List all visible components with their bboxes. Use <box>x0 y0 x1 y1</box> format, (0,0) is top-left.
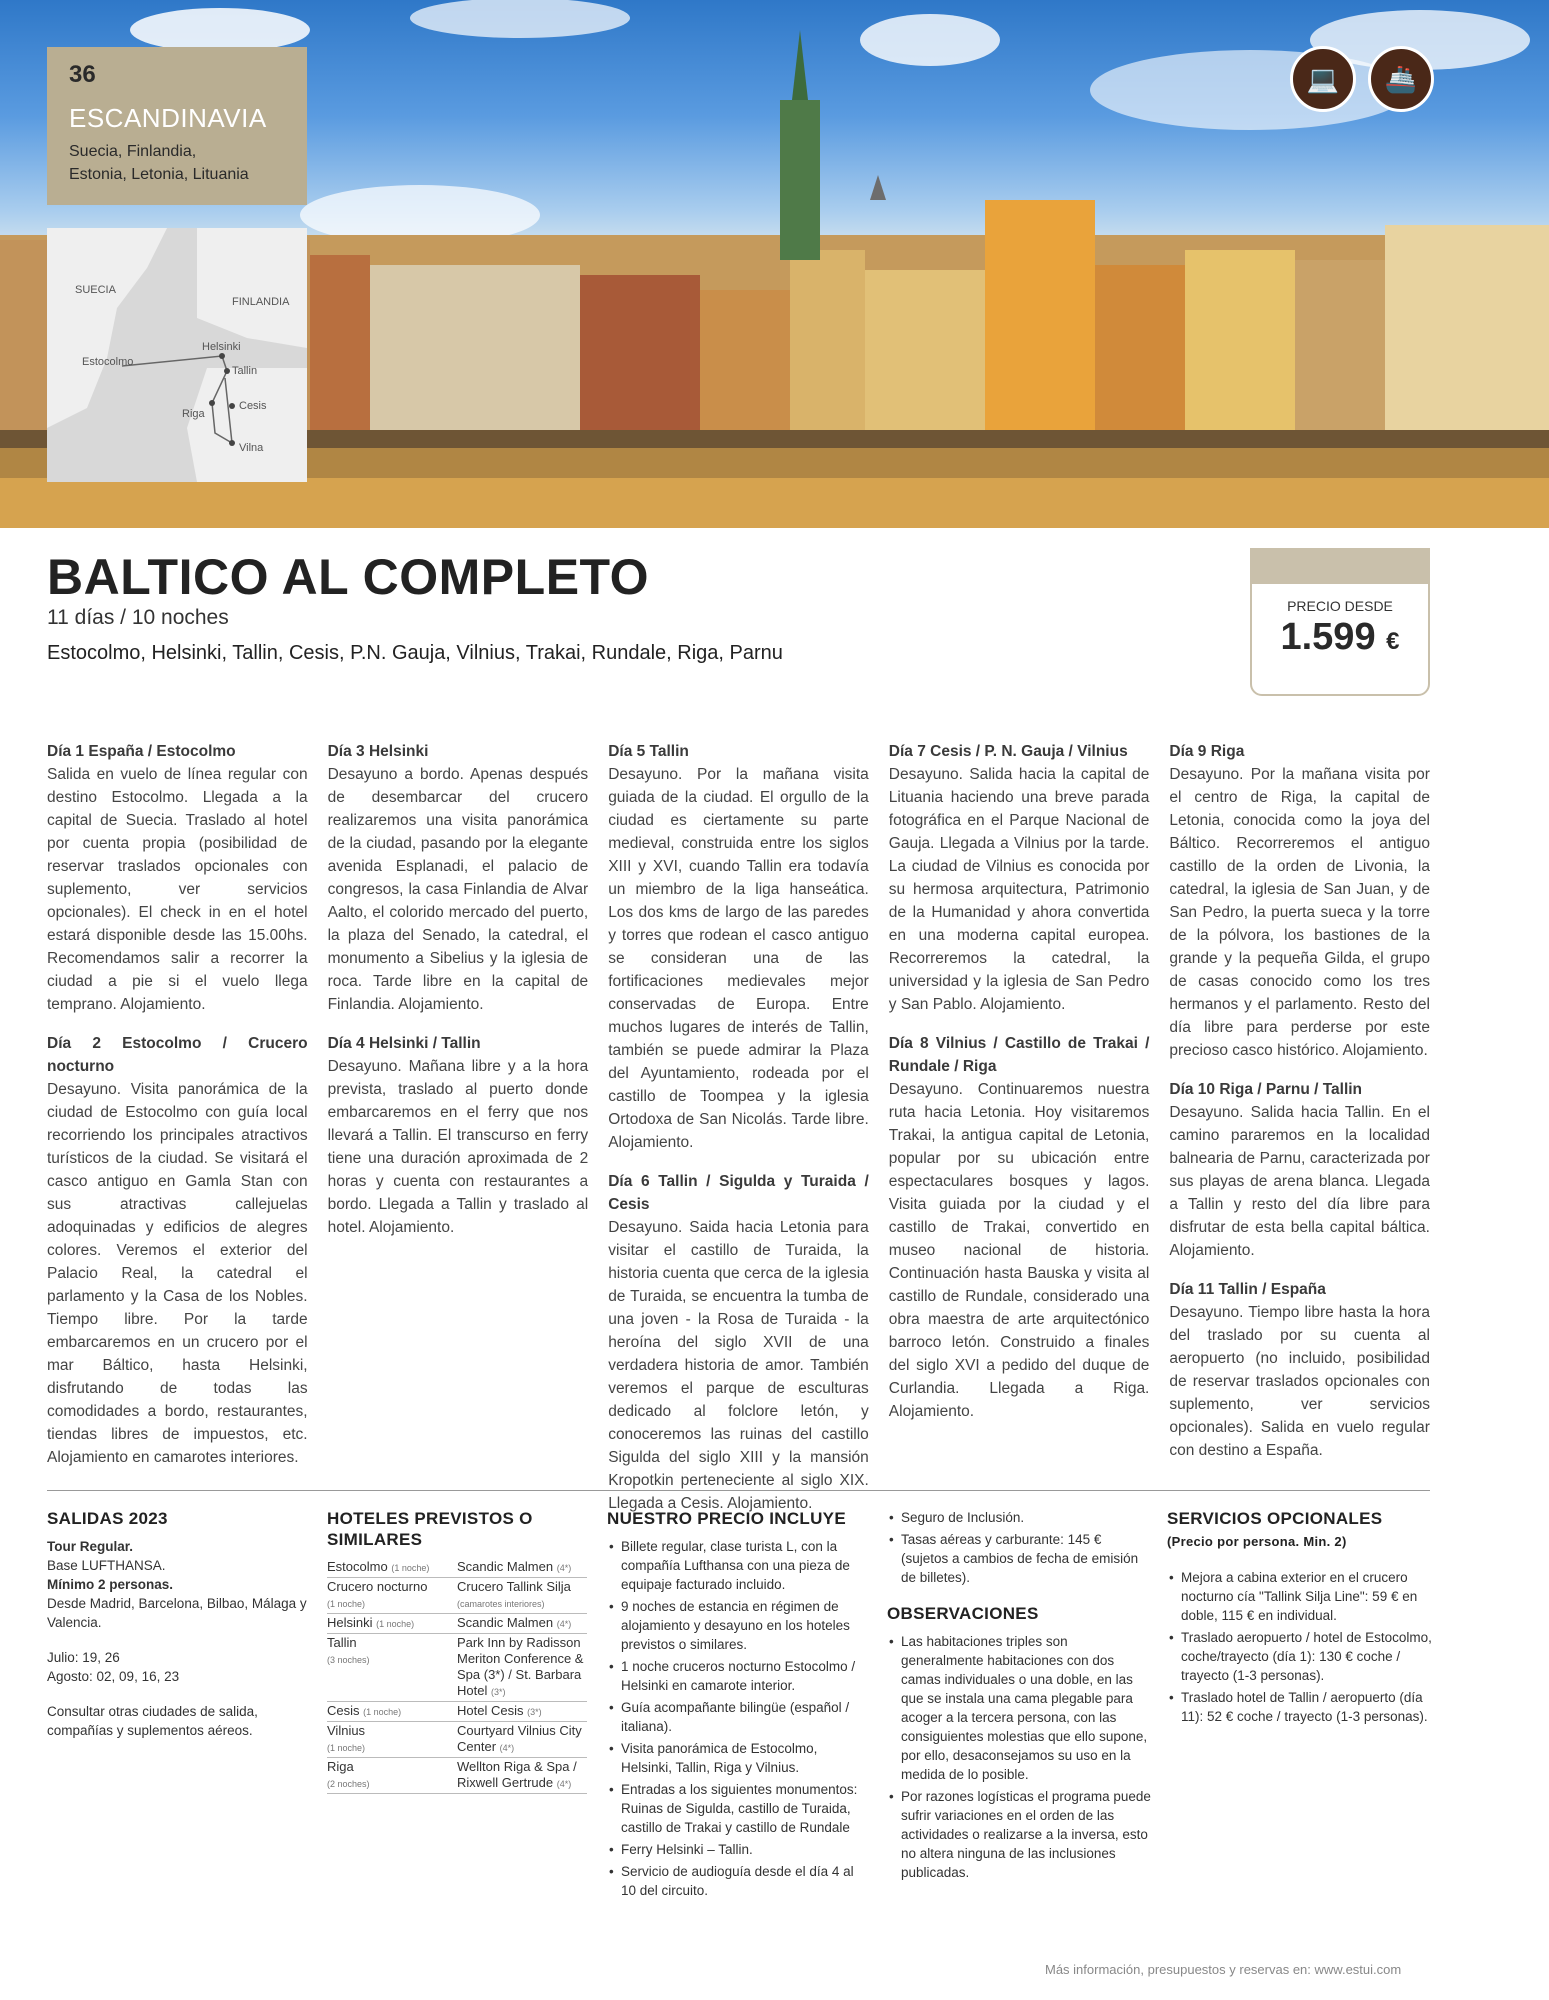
incluye-section <box>607 1508 872 1903</box>
itinerary-column-1 <box>47 740 308 1475</box>
observaciones-title: OBSERVACIONES <box>887 1604 1039 1623</box>
list-item: • Por razones logísticas el programa puede sufrir variaciones en el orden de las actividades o realizarse a la inversa, esto no altera ninguna de las inclusiones publicadas. <box>887 1787 1152 1882</box>
list-item: • Billete regular, clase turista L, con la compañía Lufthansa con una pieza de equipaje facturado incluido. <box>607 1537 872 1594</box>
table-row: Cesis (1 noche) Hotel Cesis (3*) <box>327 1702 587 1722</box>
page-number: 36 <box>69 61 96 88</box>
map-label-tallin: Tallin <box>232 365 258 377</box>
table-row: Crucero nocturno (1 noche) Crucero Tallink Silja (camarotes interiores) <box>327 1578 587 1614</box>
hotels-table <box>327 1558 587 1794</box>
price-band <box>1252 550 1428 584</box>
route-map <box>47 228 307 482</box>
list-item: • Las habitaciones triples son generalmente habitaciones con dos camas individuales o una doble, en las que se instala una cama plegable para acoger a la tercera persona, con las consiguientes molestias que ello supone, por ello, desaconsejamos su uso en la medida de lo posible. <box>887 1632 1152 1784</box>
map-label-finlandia: FINLANDIA <box>232 296 290 308</box>
price-box <box>1250 548 1430 696</box>
itinerary-day: Día 5 Tallin Desayuno. Por la mañana visita guiada de la ciudad. El orgullo de la ciudad es ciertamente su parte medieval, construida entre los siglos XIII y XVI, cuando Tallin era todavía un miembro de la liga hanseática. Los dos kms de largo de las paredes y torres que rodean el casco antiguo se consideran una de las fortificaciones medievales mejor conservadas de Europa. Entre muchos lugares de interés de Tallin, también se puede admirar la Plaza del Ayuntamiento, rodeada por el castillo de Toompea y la iglesia Ortodoxa de San Nicolás. Tarde libre. Alojamiento. <box>608 743 869 1151</box>
itinerary-day: Día 10 Riga / Parnu / Tallin Desayuno. Salida hacia Tallin. En el camino pararemos en la localidad balnearia de Parnu, caracterizada por sus playas de arena blanca. Llegada a Tallin y resto del día libre para disfrutar de esta bella capital báltica. Alojamiento. <box>1169 1081 1430 1259</box>
price-label: PRECIO DESDE <box>1287 598 1393 614</box>
itinerary-column-2 <box>328 740 589 1475</box>
opcionales-title: SERVICIOS OPCIONALES <box>1167 1509 1383 1528</box>
incluye-continued-list <box>887 1508 1152 1587</box>
opcionales-subtitle: (Precio por persona. Min. 2) <box>1167 1534 1347 1549</box>
hoteles-section <box>327 1508 592 1794</box>
tour-title: BALTICO AL COMPLETO <box>47 549 650 605</box>
salidas-note: Consultar otras ciudades de salida, compañías y suplementos aéreos. <box>47 1704 258 1738</box>
itinerary-column-5 <box>1169 740 1430 1475</box>
list-item: • Visita panorámica de Estocolmo, Helsinki, Tallin, Riga y Vilnius. <box>607 1739 872 1777</box>
itinerary-day: Día 4 Helsinki / Tallin Desayuno. Mañana libre y a la hora prevista, traslado al puerto donde embarcaremos en el ferry que nos llevará a Tallin. El transcurso en ferry tiene una duración aproximada de 2 horas y cuenta con restaurantes a bordo. Llegada a Tallin y traslado al hotel. Alojamiento. <box>327 1035 589 1236</box>
map-label-cesis: Cesis <box>239 400 267 412</box>
map-shapes <box>47 228 307 482</box>
table-row: Helsinki (1 noche) Scandic Malmen (4*) <box>327 1614 587 1634</box>
countries-line-1: Suecia, Finlandia, <box>69 143 197 160</box>
footer-info: Más información, presupuestos y reservas en: www.estui.com <box>1045 1962 1402 1977</box>
opcionales-list <box>1167 1568 1432 1726</box>
itinerary <box>47 740 1430 1512</box>
laptop-icon: 💻 <box>1290 46 1356 112</box>
list-item: • Traslado aeropuerto / hotel de Estocolmo, coche/trayecto (día 1): 130 € coche / trayecto (1-3 personas). <box>1167 1628 1432 1685</box>
incluye-list <box>607 1537 872 1900</box>
itinerary-day: Día 7 Cesis / P. N. Gauja / Vilnius Desayuno. Salida hacia la capital de Lituania haciendo una breve parada fotográfica en el Parque Nacional de Gauja. Llegada a Vilnius por la tarde. La ciudad de Vilnius es conocida por su hermosa arquitectura, Patrimonio de la Humanidad y ahora convertida en una moderna capital europea. Recorreremos la catedral, la universidad y la iglesia de San Pedro y San Pablo. Alojamiento. <box>888 743 1150 1013</box>
salidas-july: Julio: 19, 26 <box>47 1650 120 1665</box>
price-amount: 1.599 <box>1280 616 1376 658</box>
itinerary-column-3 <box>608 740 869 1512</box>
table-row: Vilnius (1 noche) Courtyard Vilnius City Center (4*) <box>327 1722 587 1758</box>
map-label-estocolmo: Estocolmo <box>82 356 134 368</box>
section-divider <box>47 1490 1430 1491</box>
table-row: Riga (2 noches) Wellton Riga & Spa / Rixwell Gertrude (4*) <box>327 1758 587 1794</box>
salidas-from: Desde Madrid, Barcelona, Bilbao, Málaga y Valencia. <box>47 1596 307 1630</box>
list-item: • 9 noches de estancia en régimen de alojamiento y desayuno en los hoteles previstos o similares. <box>607 1597 872 1654</box>
itinerary-day: Día 2 Estocolmo / Crucero nocturno Desayuno. Visita panorámica de la ciudad de Estocolmo con guía local recorriendo los principales atractivos turísticos de la ciudad. Se visitará el casco antiguo en Gamla Stan con sus atractivas callejuelas adoquinadas y edificios de alegres colores. Veremos el exterior del Palacio Real, la catedral el parlamento y la Casa de los Nobles. Tiempo libre. Por la tarde embarcaremos en un crucero por el mar Báltico, hasta Helsinki, disfrutando de todas las comodidades a bordo, restaurantes, tiendas libres de impuestos, etc. Alojamiento en camarotes interiores. <box>47 1035 308 1466</box>
map-label-vilna: Vilna <box>239 442 264 454</box>
list-item: • Guía acompañante bilingüe (español / italiana). <box>607 1698 872 1736</box>
salidas-tour-type: Tour Regular. <box>47 1539 134 1554</box>
region-name: ESCANDINAVIA <box>69 103 267 133</box>
salidas-base: Base LUFTHANSA. <box>47 1558 166 1573</box>
feature-icons <box>1290 46 1434 112</box>
itinerary-day: Día 6 Tallin / Sigulda y Turaida / Cesis Desayuno. Saida hacia Letonia para visitar el castillo de Turaida, la historia cuenta que cerca de la iglesia de Turaida, se encuentra la tumba de una joven - la Rosa de Turaida - la heroína del siglo XVII de una verdadera historia de amor. También veremos el parque de esculturas dedicado al folclore letón, y conoceremos las ruinas del castillo Sigulda del siglo XIII y la mansión Kropotkin perteneciente al siglo XIX. Llegada a Cesis. Alojamiento. <box>608 1173 869 1512</box>
list-item: • Seguro de Inclusión. <box>887 1508 1152 1527</box>
table-row: Tallin (3 noches) Park Inn by Radisson Meriton Conference & Spa (3*) / St. Barbara Hotel (3*) <box>327 1634 587 1702</box>
salidas-minimum: Mínimo 2 personas. <box>47 1577 174 1592</box>
salidas-august: Agosto: 02, 09, 16, 23 <box>47 1669 180 1684</box>
hoteles-title: HOTELES PREVISTOS O SIMILARES <box>327 1509 533 1549</box>
countries-line-2: Estonia, Letonia, Lituania <box>69 166 249 183</box>
price-value <box>1252 616 1428 659</box>
itinerary-day: Día 8 Vilnius / Castillo de Trakai / Rundale / Riga Desayuno. Continuaremos nuestra ruta hacia Letonia. Hoy visitaremos Trakai, la antigua capital de Letonia, popular por su ubicación entre espectaculares bosques y lagos. Visita guiada por la ciudad y el castillo de Trakai, convertido en museo nacional de historia. Continuación hasta Bauska y visita al castillo de Rundale, considerado una obra maestra de arte arquitectónico barroco letón. Construido a finales del siglo XVI a pedido del duque de Curlandia. Llegada a Riga. Alojamiento. <box>888 1035 1150 1420</box>
itinerary-column-4 <box>889 740 1150 1475</box>
list-item: • Tasas aéreas y carburante: 145 € (sujetos a cambios de fecha de emisión de billetes). <box>887 1530 1152 1587</box>
map-label-suecia: SUECIA <box>75 284 116 296</box>
observaciones-list <box>887 1632 1152 1882</box>
map-label-helsinki: Helsinki <box>202 341 241 353</box>
region-tag <box>47 47 307 205</box>
list-item: • Traslado hotel de Tallin / aeropuerto (día 11): 52 € coche / trayecto (1-3 personas). <box>1167 1688 1432 1726</box>
tour-cities: Estocolmo, Helsinki, Tallin, Cesis, P.N. Gauja, Vilnius, Trakai, Rundale, Riga, Parnu <box>47 642 783 664</box>
list-item: • Servicio de audioguía desde el día 4 al 10 del circuito. <box>607 1862 872 1900</box>
itinerary-day: Día 9 Riga Desayuno. Por la mañana visita por el centro de Riga, la capital de Letonia, conocida como la joya del Báltico. Recorreremos el antiguo castillo de la orden de Livonia, la catedral, la iglesia de San Juan, y de San Pedro, la puerta sueca y la torre de la pólvora, los bastiones de la grande y la pequeña Gilda, el grupo de casas conocido como los tres hermanos y el parlamento. Resto del día libre para perderse por este precioso casco histórico. Alojamiento. <box>1169 743 1430 1059</box>
table-row: Estocolmo (1 noche) Scandic Malmen (4*) <box>327 1558 587 1578</box>
itinerary-day: Día 3 Helsinki Desayuno a bordo. Apenas después de desembarcar del crucero realizaremos una visita panorámica de la ciudad, pasando por la elegante avenida Esplanadi, el palacio de congresos, la casa Finlandia de Alvar Aalto, el colorido mercado del puerto, la plaza del Senado, la catedral, el monumento a Sibelius y la iglesia de roca. Tarde libre en la capital de Finlandia. Alojamiento. <box>327 743 589 1013</box>
salidas-section <box>47 1508 312 1740</box>
itinerary-day: Día 1 España / Estocolmo Salida en vuelo de línea regular con destino Estocolmo. Llegada a la capital de Suecia. Traslado al hotel por cuenta propia (posibilidad de reservar traslados opcionales con suplemento, ver servicios opcionales). El check in en el hotel estará disponible desde las 15.00hs. Recomendamos salir a recorrer la ciudad a pie si el vuelo llega temprano. Alojamiento. <box>47 743 308 1013</box>
map-label-riga: Riga <box>182 408 205 420</box>
incluye-title: NUESTRO PRECIO INCLUYE <box>607 1509 846 1528</box>
cruise-ship-icon: 🚢 <box>1368 46 1434 112</box>
list-item: • Mejora a cabina exterior en el crucero nocturno cía "Tallink Silja Line": 59 € en doble, 115 € en individual. <box>1167 1568 1432 1625</box>
price-currency: € <box>1386 628 1400 655</box>
list-item: • 1 noche cruceros nocturno Estocolmo / Helsinki en camarote interior. <box>607 1657 872 1695</box>
incluye-continued-section <box>887 1508 1152 1885</box>
opcionales-section <box>1167 1508 1432 1729</box>
salidas-title: SALIDAS 2023 <box>47 1509 168 1528</box>
list-item: • Ferry Helsinki – Tallin. <box>607 1840 872 1859</box>
tour-duration: 11 días / 10 noches <box>47 606 229 629</box>
itinerary-day: Día 11 Tallin / España Desayuno. Tiempo libre hasta la hora del traslado por su cuenta al aeropuerto (no incluido, posibilidad de reservar traslados opcionales con suplemento, ver servicios opcionales). Salida en vuelo regular con destino a España. <box>1169 1281 1430 1459</box>
list-item: • Entradas a los siguientes monumentos: Ruinas de Sigulda, castillo de Turaida, castillo de Trakai y castillo de Rundale <box>607 1780 872 1837</box>
